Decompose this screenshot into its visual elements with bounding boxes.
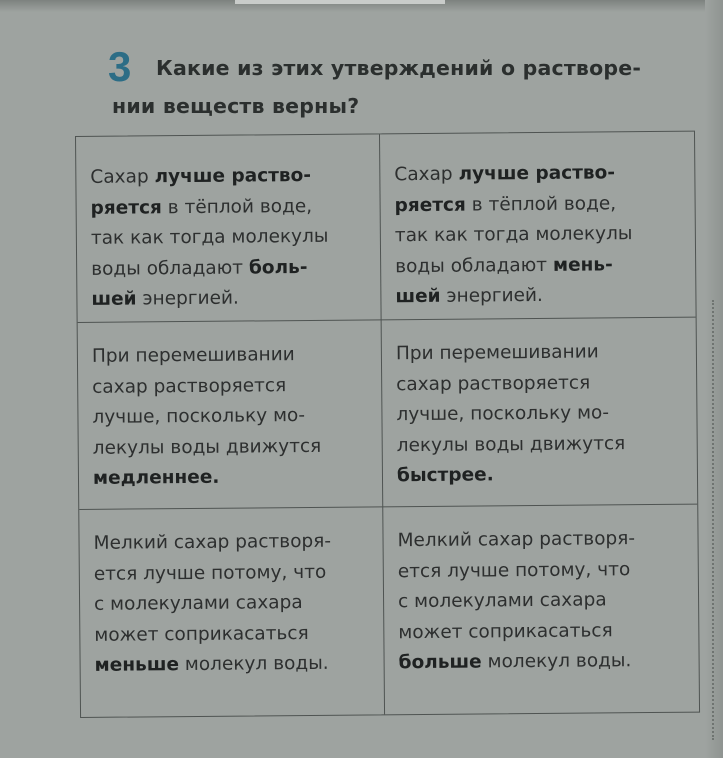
table-row-divider	[78, 317, 696, 323]
task-number: 3	[108, 43, 132, 90]
question-line-2: нии веществ верны?	[112, 94, 360, 118]
question-line-1: Какие из этих утверждений о растворе-	[156, 56, 642, 80]
statement-cell-3-right: Мелкий сахар растворя- ется лучше потому, что с молекулами сахара может соприкасаться больше молекул воды.	[397, 528, 636, 674]
statements-table	[75, 131, 700, 718]
statement-cell-1-left: Сахар лучше раство- ряется в тёплой воде, так как тогда молекулы воды обладают боль- шей энергией.	[90, 164, 329, 310]
statement-cell-2-right: При перемешивании сахар растворяется лучше, поскольку мо- лекулы воды движутся быстрее.	[395, 341, 626, 487]
page-top-strip	[235, 0, 445, 4]
statement-cell-3-left: Мелкий сахар растворя- ется лучше потому, что с молекулами сахара может соприкасаться меньше молекул воды.	[93, 530, 332, 676]
table-row-divider	[79, 504, 697, 510]
page-margin-dots	[712, 300, 714, 740]
page-right-edge	[705, 0, 723, 758]
statement-cell-2-left: При перемешивании сахар растворяется лучше, поскольку мо- лекулы воды движутся медленнее.	[91, 344, 322, 489]
statement-cell-1-right: Сахар лучше раство- ряется в тёплой воде, так как тогда молекулы воды обладают мень- шей энергией.	[394, 162, 633, 308]
table-column-divider	[379, 134, 385, 714]
